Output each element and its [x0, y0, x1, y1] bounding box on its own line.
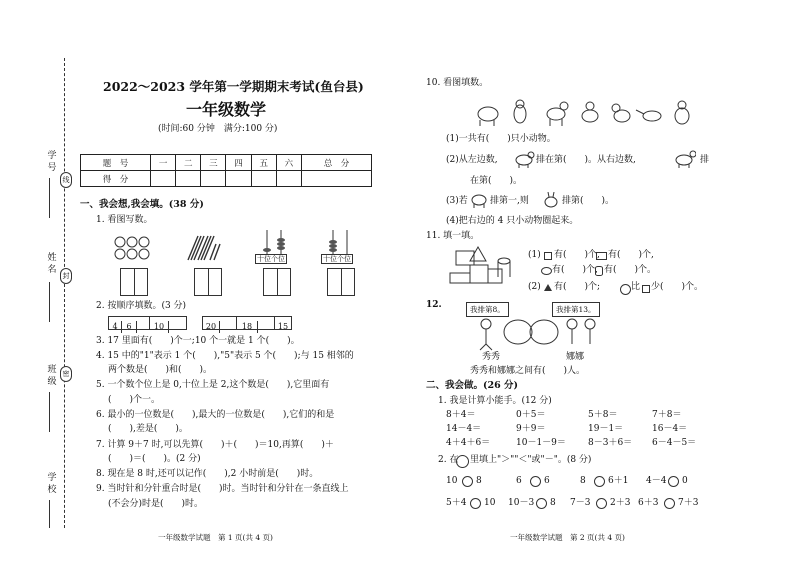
- cmp-right: 8: [476, 476, 482, 486]
- q11-line3-compare: 比: [631, 282, 641, 292]
- q1-text: 1. 看图写数。: [96, 215, 153, 225]
- q12-number: 12.: [426, 300, 442, 310]
- binding-mark-xian: 线: [60, 172, 72, 188]
- q10-part2-b: 排在第( )。从右边数,: [536, 155, 636, 165]
- school-line: [49, 500, 50, 528]
- seq-cell: 15: [277, 322, 289, 331]
- score-table-header-row: [81, 155, 372, 171]
- calc-cell: 14－4＝: [446, 424, 482, 434]
- cmp-right: 0: [682, 476, 688, 486]
- cmp-right: 10: [484, 498, 496, 508]
- score-header-cell: 总 分: [301, 155, 371, 171]
- q2-sequence-b: [202, 316, 292, 330]
- q12-question: 秀秀和娜娜之间有( )人。: [470, 366, 586, 376]
- cmp-right: 2＋3: [610, 498, 631, 508]
- circle-icon: [620, 284, 631, 295]
- name-xiuxiu: 秀秀: [482, 352, 501, 362]
- animals-row: [476, 98, 698, 128]
- cmp-right: 6＋1: [608, 476, 629, 486]
- cmp-right: 7＋3: [678, 498, 699, 508]
- q10-title: 10. 看图填数。: [426, 78, 489, 88]
- section2-q1: 1. 我是计算小能手。(12 分): [438, 396, 552, 406]
- q1-answer-box-1[interactable]: [120, 268, 148, 296]
- seq-cell-blank[interactable]: [137, 317, 150, 329]
- q3-text: 3. 17 里面有( )个一;10 个一就是 1 个( )。: [96, 336, 300, 346]
- score-header-cell: 五: [251, 155, 276, 171]
- cmp-circle[interactable]: [462, 476, 473, 487]
- score-cell[interactable]: [226, 171, 251, 187]
- student-id-label: 学 号: [47, 151, 57, 173]
- q4-text-line1: 4. 15 中的"1"表示 1 个( ),"5"表示 5 个( );与 15 相邻的: [96, 351, 354, 361]
- score-cell[interactable]: [276, 171, 301, 187]
- q9-text-line2: (不会分)时是( )时。: [108, 499, 204, 509]
- subject-title: 一年级数学: [186, 100, 267, 119]
- speech-bubble-left: 我排第8。: [466, 302, 509, 317]
- binding-dashed-line: [64, 58, 65, 528]
- cmp-left: 6＋3: [638, 498, 659, 508]
- q8-text: 8. 现在是 8 时,还可以记作( ),2 小时前是( )时。: [96, 469, 319, 479]
- binding-mark-feng: 封: [60, 268, 72, 284]
- cube-icon: [544, 252, 552, 260]
- score-cell[interactable]: [251, 171, 276, 187]
- calc-cell: 4＋4＋6＝: [446, 438, 491, 448]
- cmp-left: 10－3: [508, 498, 535, 508]
- student-name-label: 姓 名: [47, 253, 57, 275]
- speech-bubble-right: 我排第13。: [552, 302, 600, 317]
- abacus-1-label: 十位个位: [257, 255, 285, 263]
- q5-text-line2: ( )个一。: [108, 395, 161, 405]
- q10-part3-c: 排第( )。: [562, 196, 615, 206]
- q10-part1: (1)一共有( )只小动物。: [446, 134, 556, 144]
- blank-circle-icon: [456, 455, 469, 468]
- score-cell[interactable]: [151, 171, 176, 187]
- q11-line1-prefix: (1): [528, 250, 541, 260]
- q10-part3-b: 排第一,则: [490, 196, 529, 206]
- queue-picture: [476, 316, 602, 352]
- school-label: 学 校: [47, 473, 57, 495]
- score-header-cell: 题 号: [81, 155, 151, 171]
- q11-title: 11. 填一填。: [426, 231, 480, 241]
- calc-cell: 7＋8＝: [652, 410, 682, 420]
- calc-cell: 9＋9＝: [516, 424, 546, 434]
- cmp-circle[interactable]: [596, 498, 607, 509]
- apples-picture: [112, 234, 156, 262]
- calc-cell: 0＋5＝: [516, 410, 546, 420]
- horse-icon: [674, 150, 696, 168]
- q10-part4: (4)把右边的 4 只小动物圈起来。: [446, 216, 579, 226]
- dog-icon: [513, 150, 535, 168]
- cmp-circle[interactable]: [536, 498, 547, 509]
- abacus-2-label: 十位个位: [323, 255, 351, 263]
- q2-text: 2. 按顺序填数。(3 分): [96, 301, 187, 311]
- cmp-circle[interactable]: [470, 498, 481, 509]
- seq-cell: 20: [203, 321, 220, 333]
- cmp-circle[interactable]: [530, 476, 541, 487]
- q10-part2-d: 在第( )。: [470, 176, 523, 186]
- calc-cell: 8＋4＝: [446, 410, 476, 420]
- abacus-1: [253, 228, 295, 266]
- calc-cell: 16－4＝: [652, 424, 688, 434]
- section2-q2-b: 里填上"＞""＜"或"－"。(8 分): [470, 455, 592, 465]
- q1-answer-box-3[interactable]: [263, 268, 291, 296]
- q11-line3-triangle: 有( )个;: [554, 282, 601, 292]
- seq-cell: 4: [109, 321, 122, 333]
- seq-cell-blank[interactable]: [220, 317, 237, 329]
- q2-sequence-a: [108, 316, 187, 330]
- score-table-score-row: [81, 171, 372, 187]
- score-header-cell: 一: [151, 155, 176, 171]
- exam-title: 2022～2023 学年第一学期期末考试(鱼台县): [103, 79, 364, 94]
- cmp-left: 5＋4: [446, 498, 467, 508]
- cmp-circle[interactable]: [668, 476, 679, 487]
- calc-cell: 6－4－5＝: [652, 438, 697, 448]
- score-header-cell: 四: [226, 155, 251, 171]
- binding-mark-mi: 密: [60, 366, 72, 382]
- cmp-circle[interactable]: [664, 498, 675, 509]
- cylinder-icon: [595, 266, 603, 276]
- q11-line1-cuboid: 有( )个,: [608, 250, 654, 260]
- q6-text-line1: 6. 最小的一位数是( ),最大的一位数是( ),它们的和是: [96, 410, 335, 420]
- cmp-right: 8: [550, 498, 556, 508]
- cmp-right: 6: [544, 476, 550, 486]
- score-cell[interactable]: [201, 171, 226, 187]
- section2-q2-a: 2. 在: [438, 455, 459, 465]
- q11-line1-cube: 有( )个,: [554, 250, 600, 260]
- q4-text-line2: 两个数是( )和( )。: [108, 365, 213, 375]
- class-line: [49, 392, 50, 432]
- score-table: [80, 154, 372, 187]
- elephant-icon: [470, 192, 488, 208]
- time-info: (时间:60 分钟 满分:100 分): [158, 124, 278, 134]
- q10-part3-a: (3)若: [446, 196, 468, 206]
- score-row-label: 得 分: [81, 171, 151, 187]
- cmp-left: 4－4: [646, 476, 667, 486]
- triangle-icon: [544, 284, 552, 291]
- q7-text-line2: ( )＝( )。(2 分): [108, 454, 201, 464]
- score-header-cell: 二: [176, 155, 201, 171]
- q10-part2-c: 排: [700, 155, 710, 165]
- seq-cell: 10: [150, 321, 169, 333]
- rabbit-icon: [542, 192, 560, 208]
- calc-cell: 8－3＋6＝: [588, 438, 633, 448]
- calc-cell: 19－1＝: [588, 424, 624, 434]
- cmp-circle[interactable]: [594, 476, 605, 487]
- calc-cell: 5＋8＝: [588, 410, 618, 420]
- class-label: 班 级: [47, 365, 57, 387]
- score-cell[interactable]: [176, 171, 201, 187]
- q11-line2-sphere: 有( )个,: [552, 265, 598, 275]
- student-id-line: [49, 178, 50, 218]
- q9-text-line1: 9. 当时针和分针重合时是( )时。当时针和分针在一条直线上: [96, 484, 349, 494]
- seq-cell-blank[interactable]: [258, 317, 275, 329]
- student-name-line: [49, 282, 50, 322]
- q1-answer-box-2[interactable]: [194, 268, 222, 296]
- cmp-left: 8: [580, 476, 586, 486]
- q11-line3-prefix: (2): [528, 282, 541, 292]
- footer-right: 一年级数学试题 第 2 页(共 4 页): [510, 533, 625, 542]
- cmp-left: 10: [446, 476, 458, 486]
- q11-line3-less: 少( )个。: [651, 282, 704, 292]
- footer-left: 一年级数学试题 第 1 页(共 4 页): [158, 533, 273, 542]
- cuboid-icon: [596, 252, 607, 260]
- sphere-icon: [541, 267, 552, 275]
- q10-part2-a: (2)从左边数,: [446, 155, 498, 165]
- section2-heading: 二、我会做。(26 分): [426, 380, 519, 391]
- score-cell[interactable]: [301, 171, 371, 187]
- q11-line2-cylinder: 有( )个。: [604, 265, 657, 275]
- square-icon: [642, 285, 650, 293]
- score-header-cell: 六: [276, 155, 301, 171]
- cmp-left: 6: [516, 476, 522, 486]
- seq-cell-blank[interactable]: [169, 317, 186, 329]
- q5-text-line1: 5. 一个数个位上是 0,十位上是 2,这个数是( ),它里面有: [96, 380, 330, 390]
- calc-cell: 10－1－9＝: [516, 438, 566, 448]
- name-nana: 娜娜: [566, 352, 585, 362]
- q7-text-line1: 7. 计算 9＋7 时,可以先算( )＋( )＝10,再算( )＋: [96, 440, 334, 450]
- q6-text-line2: ( ),差是( )。: [108, 424, 188, 434]
- q1-answer-box-4[interactable]: [327, 268, 355, 296]
- seq-cell: 6: [122, 321, 137, 333]
- stick-bundles-picture: [184, 232, 226, 264]
- score-header-cell: 三: [201, 155, 226, 171]
- blocks-picture: [448, 243, 520, 289]
- abacus-2: [319, 228, 361, 266]
- section1-heading: 一、我会想,我会填。(38 分): [80, 199, 204, 210]
- seq-cell: 18: [237, 321, 258, 333]
- cmp-left: 7－3: [570, 498, 591, 508]
